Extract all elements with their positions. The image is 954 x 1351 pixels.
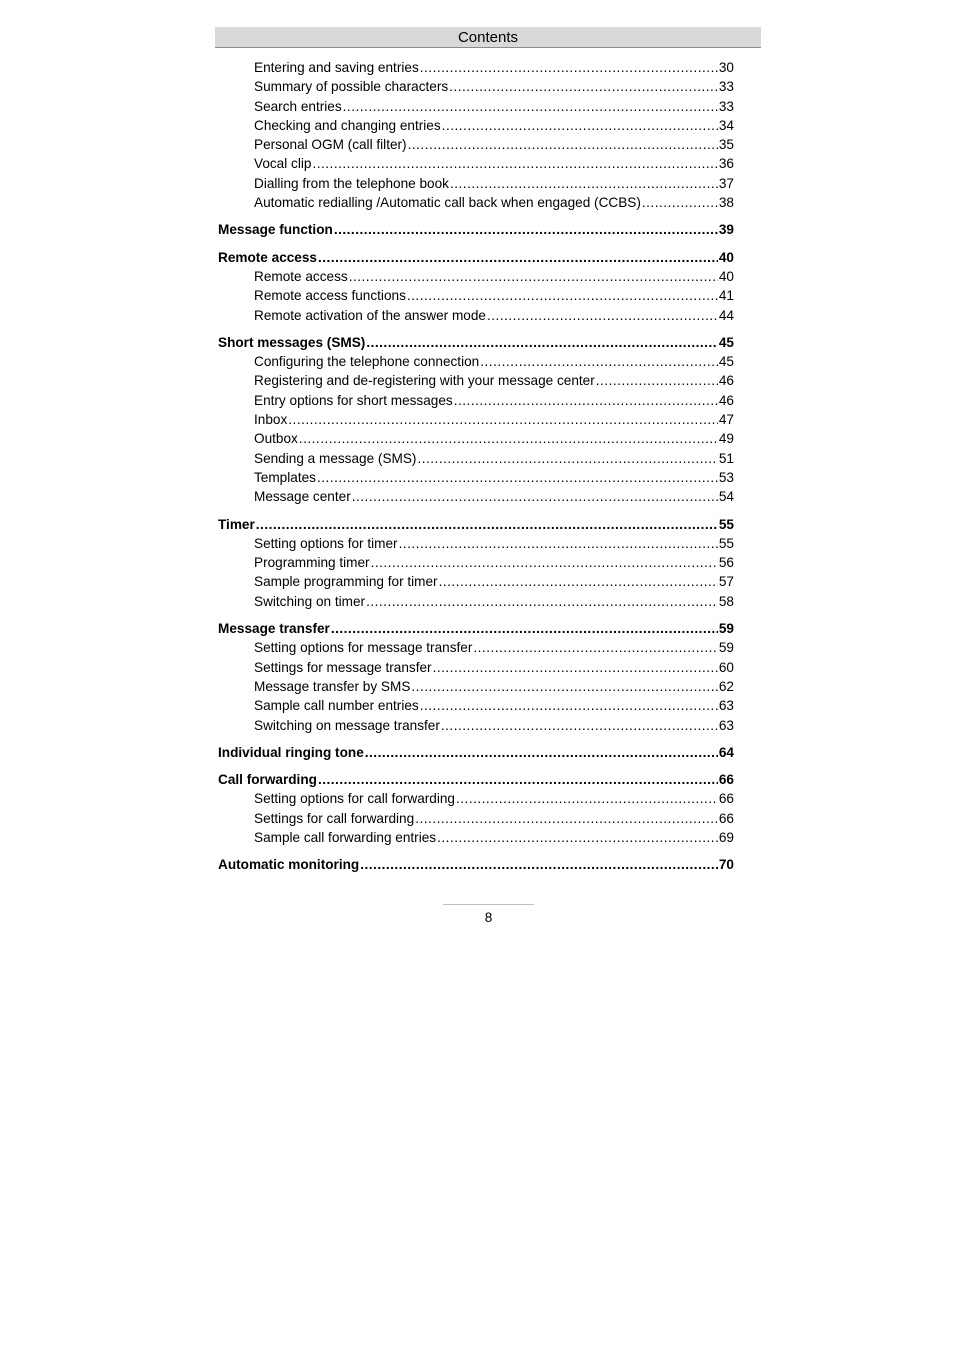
toc-section-entry <box>218 77 734 96</box>
toc-entry-page: 33 <box>718 98 734 114</box>
toc-section-entry <box>218 154 734 173</box>
toc-section-entry <box>218 534 734 553</box>
toc-entry-page: 64 <box>718 744 734 760</box>
toc-dot-leader <box>454 391 718 410</box>
toc-section-entry <box>218 429 734 448</box>
toc-dot-leader <box>439 572 718 591</box>
toc-dot-leader <box>642 193 718 212</box>
toc-dot-leader <box>487 306 718 325</box>
toc-entry-title: Registering and de-registering with your message center <box>254 373 595 389</box>
toc-entry-title: Setting options for message transfer <box>254 640 473 656</box>
toc-dot-leader <box>407 286 718 305</box>
toc-section-entry <box>218 352 734 371</box>
toc-dot-leader <box>473 638 718 657</box>
toc-entry-page: 47 <box>718 412 734 428</box>
toc-dot-leader <box>449 77 718 96</box>
toc-entry-page: 56 <box>718 555 734 571</box>
toc-dot-leader <box>411 677 717 696</box>
footer-divider <box>443 904 534 905</box>
toc-entry-title: Entry options for short messages <box>254 392 453 408</box>
toc-entry-page: 35 <box>718 137 734 153</box>
toc-entry-page: 40 <box>718 268 734 284</box>
toc-section-entry <box>218 410 734 429</box>
toc-section-entry <box>218 828 734 847</box>
toc-section-entry <box>218 468 734 487</box>
toc-entry-title: Individual ringing tone <box>218 744 364 760</box>
toc-chapter-entry <box>218 333 734 352</box>
toc-dot-leader <box>450 174 718 193</box>
toc-chapter-entry <box>218 248 734 267</box>
toc-entry-title: Automatic redialling /Automatic call back when engaged (CCBS) <box>254 195 641 211</box>
toc-dot-leader <box>318 770 718 789</box>
toc-entry-title: Short messages (SMS) <box>218 334 366 350</box>
toc-section-entry <box>218 267 734 286</box>
toc-section-entry <box>218 306 734 325</box>
toc-entry-title: Remote access functions <box>254 288 406 304</box>
toc-entry-title: Remote access <box>254 268 348 284</box>
toc-dot-leader <box>366 592 718 611</box>
toc-entry-title: Personal OGM (call filter) <box>254 137 407 153</box>
toc-dot-leader <box>360 855 718 874</box>
toc-section-entry <box>218 638 734 657</box>
toc-dot-leader <box>299 429 718 448</box>
toc-dot-leader <box>420 696 718 715</box>
toc-dot-leader <box>437 828 718 847</box>
toc-entry-page: 44 <box>718 307 734 323</box>
toc-entry-page: 40 <box>718 249 734 265</box>
toc-entry-title: Message transfer <box>218 621 330 637</box>
toc-entry-page: 69 <box>718 829 734 845</box>
toc-section-entry <box>218 58 734 77</box>
toc-dot-leader <box>256 515 718 534</box>
toc-entry-page: 70 <box>718 857 734 873</box>
toc-dot-leader <box>331 619 718 638</box>
toc-entry-page: 51 <box>718 450 734 466</box>
toc-dot-leader <box>417 449 717 468</box>
toc-entry-title: Remote activation of the answer mode <box>254 307 486 323</box>
page-number: 8 <box>484 910 493 925</box>
toc-section-entry <box>218 193 734 212</box>
toc-dot-leader <box>312 154 717 173</box>
toc-section-entry <box>218 592 734 611</box>
toc-dot-leader <box>408 135 718 154</box>
toc-entry-title: Setting options for timer <box>254 535 398 551</box>
toc-entry-title: Settings for message transfer <box>254 659 432 675</box>
toc-entry-title: Remote access <box>218 249 317 265</box>
toc-entry-title: Checking and changing entries <box>254 117 441 133</box>
toc-entry-page: 55 <box>718 516 734 532</box>
toc-dot-leader <box>441 716 718 735</box>
toc-dot-leader <box>399 534 718 553</box>
toc-section-entry <box>218 658 734 677</box>
toc-entry-title: Message function <box>218 222 333 238</box>
toc-entry-page: 54 <box>718 489 734 505</box>
toc-entry-title: Summary of possible characters <box>254 79 449 95</box>
page-header-title: Contents <box>457 29 519 46</box>
toc-entry-page: 66 <box>718 791 734 807</box>
toc-entry-title: Message transfer by SMS <box>254 678 411 694</box>
toc-entry-page: 60 <box>718 659 734 675</box>
toc-entry-page: 38 <box>718 195 734 211</box>
toc-chapter-entry <box>218 743 734 762</box>
toc-section-entry <box>218 716 734 735</box>
toc-section-entry <box>218 809 734 828</box>
toc-entry-title: Sending a message (SMS) <box>254 450 417 466</box>
toc-dot-leader <box>480 352 718 371</box>
toc-entry-page: 46 <box>718 373 734 389</box>
toc-entry-page: 62 <box>718 678 734 694</box>
toc-entry-page: 63 <box>718 717 734 733</box>
toc-dot-leader <box>433 658 718 677</box>
toc-dot-leader <box>420 58 718 77</box>
toc-dot-leader <box>366 333 718 352</box>
toc-entry-page: 66 <box>718 810 734 826</box>
toc-dot-leader <box>365 743 718 762</box>
toc-dot-leader <box>349 267 718 286</box>
toc-entry-title: Call forwarding <box>218 772 317 788</box>
toc-dot-leader <box>352 487 718 506</box>
toc-entry-title: Outbox <box>254 431 298 447</box>
toc-dot-leader <box>288 410 718 429</box>
toc-entry-title: Inbox <box>254 412 288 428</box>
toc-dot-leader <box>371 553 718 572</box>
toc-chapter-entry <box>218 770 734 789</box>
toc-entry-page: 30 <box>718 60 734 75</box>
toc-entry-page: 59 <box>718 640 734 656</box>
toc-section-entry <box>218 174 734 193</box>
toc-dot-leader <box>318 248 718 267</box>
table-of-contents <box>218 58 734 875</box>
toc-entry-page: 59 <box>718 621 734 637</box>
toc-entry-page: 57 <box>718 574 734 590</box>
toc-entry-page: 55 <box>718 535 734 551</box>
toc-entry-page: 37 <box>718 175 734 191</box>
toc-section-entry <box>218 487 734 506</box>
toc-section-entry <box>218 572 734 591</box>
toc-entry-page: 41 <box>718 288 734 304</box>
toc-chapter-entry <box>218 855 734 874</box>
toc-section-entry <box>218 677 734 696</box>
toc-section-entry <box>218 553 734 572</box>
toc-entry-title: Dialling from the telephone book <box>254 175 449 191</box>
toc-entry-page: 39 <box>718 222 734 238</box>
toc-entry-page: 66 <box>718 772 734 788</box>
toc-entry-page: 36 <box>718 156 734 172</box>
toc-entry-title: Sample call forwarding entries <box>254 829 437 845</box>
toc-entry-page: 63 <box>718 698 734 714</box>
toc-section-entry <box>218 696 734 715</box>
toc-chapter-entry <box>218 220 734 239</box>
toc-entry-title: Setting options for call forwarding <box>254 791 455 807</box>
page-header-bar <box>215 27 761 48</box>
toc-dot-leader <box>596 371 718 390</box>
toc-entry-page: 34 <box>718 117 734 133</box>
toc-entry-title: Automatic monitoring <box>218 857 360 873</box>
toc-dot-leader <box>442 116 718 135</box>
toc-entry-title: Settings for call forwarding <box>254 810 415 826</box>
toc-section-entry <box>218 97 734 116</box>
toc-dot-leader <box>456 789 718 808</box>
toc-entry-title: Timer <box>218 516 255 532</box>
toc-section-entry <box>218 286 734 305</box>
toc-entry-title: Message center <box>254 489 351 505</box>
toc-entry-title: Programming timer <box>254 555 370 571</box>
toc-entry-title: Search entries <box>254 98 342 114</box>
toc-dot-leader <box>343 97 718 116</box>
toc-entry-page: 53 <box>718 469 734 485</box>
toc-entry-title: Vocal clip <box>254 156 312 172</box>
toc-section-entry <box>218 449 734 468</box>
toc-dot-leader <box>334 220 718 239</box>
toc-section-entry <box>218 789 734 808</box>
toc-entry-page: 33 <box>718 79 734 95</box>
toc-entry-page: 45 <box>718 334 734 350</box>
toc-section-entry <box>218 135 734 154</box>
toc-entry-title: Switching on message transfer <box>254 717 440 733</box>
toc-entry-title: Entering and saving entries <box>254 60 419 75</box>
toc-entry-title: Templates <box>254 469 316 485</box>
toc-dot-leader <box>317 468 718 487</box>
toc-entry-title: Switching on timer <box>254 593 366 609</box>
toc-chapter-entry <box>218 515 734 534</box>
toc-section-entry <box>218 391 734 410</box>
toc-entry-title: Sample call number entries <box>254 698 419 714</box>
toc-entry-page: 46 <box>718 392 734 408</box>
toc-section-entry <box>218 371 734 390</box>
toc-section-entry <box>218 116 734 135</box>
toc-entry-title: Configuring the telephone connection <box>254 354 480 370</box>
toc-entry-page: 49 <box>718 431 734 447</box>
toc-entry-page: 58 <box>718 593 734 609</box>
toc-entry-page: 45 <box>718 354 734 370</box>
toc-entry-title: Sample programming for timer <box>254 574 438 590</box>
toc-dot-leader <box>415 809 718 828</box>
toc-chapter-entry <box>218 619 734 638</box>
